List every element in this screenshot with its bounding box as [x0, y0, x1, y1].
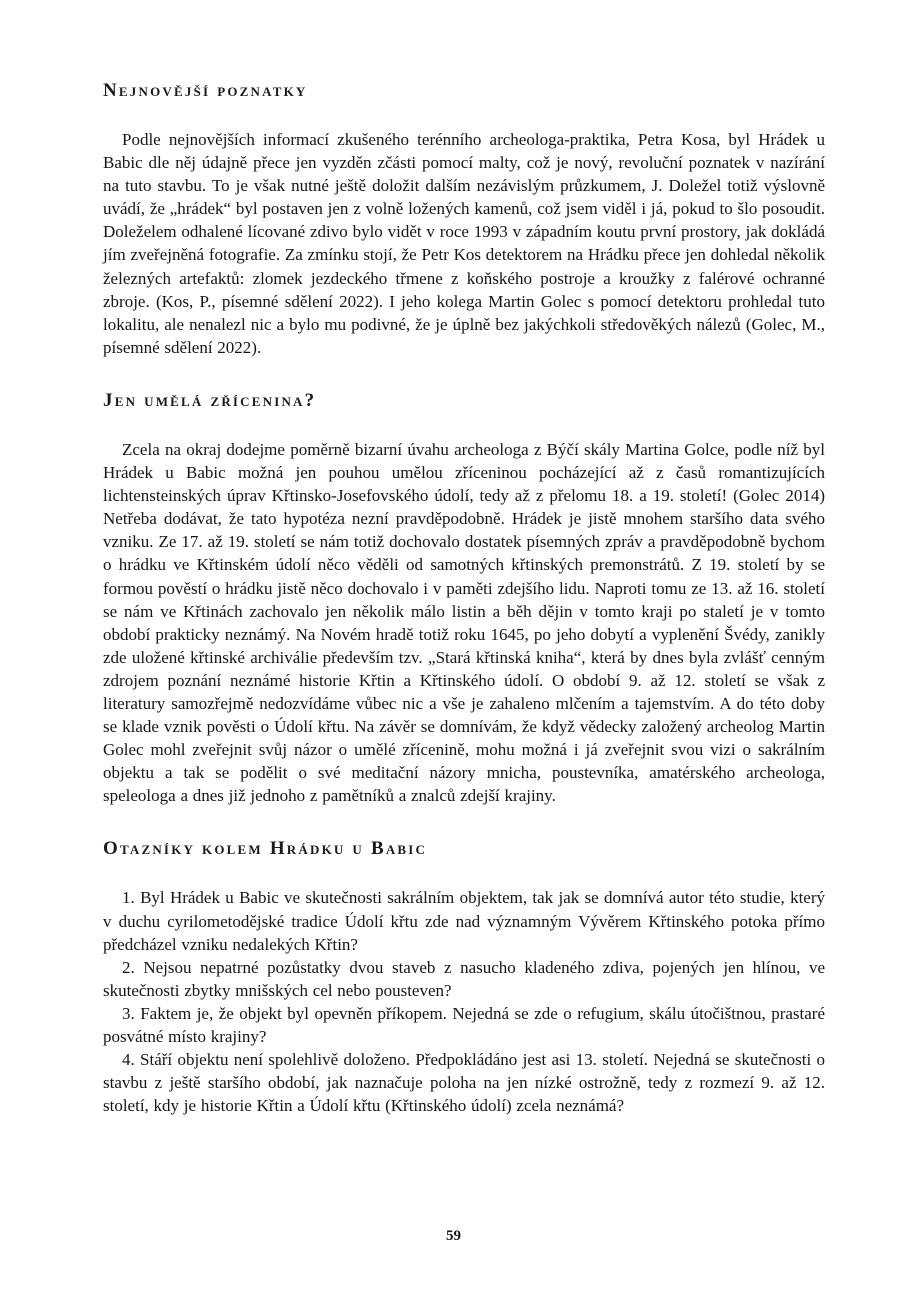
body-paragraph: 4. Stáří objektu není spolehlivě doloženo. Předpokládáno jest asi 13. století. Nejedná se skutečnosti o stavbu z ještě staršího období, jak naznačuje poloha na jen nízké ostrožně, tedy z rozmezí 9. až 12. století, kdy je historie Křtin a Údolí křtu (Křtinského údolí) zcela neznámá?: [103, 1050, 825, 1116]
body-paragraph: 3. Faktem je, že objekt byl opevněn příkopem. Nejedná se zde o refugium, skálu útočištnou, prastaré posvátné místo krajiny?: [103, 1003, 825, 1046]
section-newest-findings: [103, 80, 825, 359]
section-questions: [103, 838, 825, 1117]
page-content: [103, 80, 825, 1117]
body-paragraph: 2. Nejsou nepatrné pozůstatky dvou staveb z nasucho kladeného zdiva, pojených jen hlínou, ve skutečnosti zbytky mnišských cel nebo pousteven?: [103, 957, 825, 1000]
section-heading: Otazníky kolem Hrádku u Babic: [103, 838, 428, 860]
body-paragraph: 1. Byl Hrádek u Babic ve skutečnosti sakrálním objektem, tak jak se domnívá autor této studie, který v duchu cyrilometodějské tradice Údolí křtu zde nad významným Vývěrem Křtinského potoka přímo předcházel vzniku nedalekých Křtin?: [103, 888, 825, 954]
section-heading: Nejnovější poznatky: [103, 80, 308, 101]
section-artificial-ruin: [103, 390, 825, 808]
section-heading: Jen umělá zřícenina?: [103, 389, 317, 411]
body-paragraph: Podle nejnovějších informací zkušeného terénního archeologa-praktika, Petra Kosa, byl Hrádek u Babic dle něj údajně přece jen vyzděn zčásti pomocí malty, což je nový, revoluční poznatek v nazírání na tuto stavbu. To je však nutné ještě doložit dalším nezávislým průzkumem, J. Doležel totiž výslovně uvádí, že „hrádek“ byl postaven jen z volně ložených kamenů, což jsem viděl i já, pokud to šlo posoudit. Doleželem odhalené lícované zdivo bylo vidět v roce 1993 v západním koutu první prostory, jak dokládá jím zveřejněná fotografie. Za zmínku stojí, že Petr Kos detektorem na Hrádku přece jen dohledal několik železných artefaktů: zlomek jezdeckého třmene z koňského postroje a kroužky z falérové ochranné zbroje. (Kos, P., písemné sdělení 2022). I jeho kolega Martin Golec s pomocí detektoru prohledal tuto lokalitu, ale nenalezl nic a bylo mu podivné, že je úplně bez jakýchkoli středověkých nálezů (Golec, M., písemné sdělení 2022).: [103, 130, 825, 357]
body-paragraph: Zcela na okraj dodejme poměrně bizarní úvahu archeologa z Býčí skály Martina Golce, podle níž byl Hrádek u Babic možná jen pouhou umělou zříceninou pocházející až z časů romantizujících lichtensteinských úprav Křtinsko-Josefovského údolí, tedy až z přelomu 18. a 19. století! (Golec 2014) Netřeba dodávat, že tato hypotéza nezní pravděpodobně. Hrádek je jistě mnohem staršího data svého vzniku. Ze 17. až 19. století se nám totiž dochovalo dostatek písemných zpráv a pravděpodobně bychom o hrádku ve Křtinském údolí něco věděli od samotných křtinských premonstrátů. Z 19. století by se formou pověstí o hrádku jistě něco dochovalo i v paměti zdejšího lidu. Naproti tomu ze 13. až 16. století se nám ve Křtinách zachovalo jen několik málo listin a běh dějin v tomto kraji po staletí je v tomto období prakticky neznámý. Na Novém hradě totiž roku 1645, po jeho dobytí a vyplenění Švédy, zanikly zde uložené křtinské archiválie především tzv. „Stará křtinská kniha“, která by dnes byla zvlášť cenným zdrojem poznání neznámé historie Křtin a Křtinského údolí. O období 9. až 12. století se však z literatury samozřejmě nedozvídáme vůbec nic a vše je zahaleno mlčením a tajemstvím. A do této doby se klade vznik pověsti o Údolí křtu. Na závěr se domnívám, že když vědecky založený archeolog Martin Golec mohl zveřejnit svůj názor o umělé zřícenině, mohu možná i já zveřejnit svou vizi o sakrálním objektu a tak se podělit o své meditační názory mnicha, poustevníka, amatérského archeologa, speleologa a dnes již jednoho z pamětníků a znalců zdejší krajiny.: [103, 439, 825, 806]
page-number: 59: [446, 1228, 461, 1244]
